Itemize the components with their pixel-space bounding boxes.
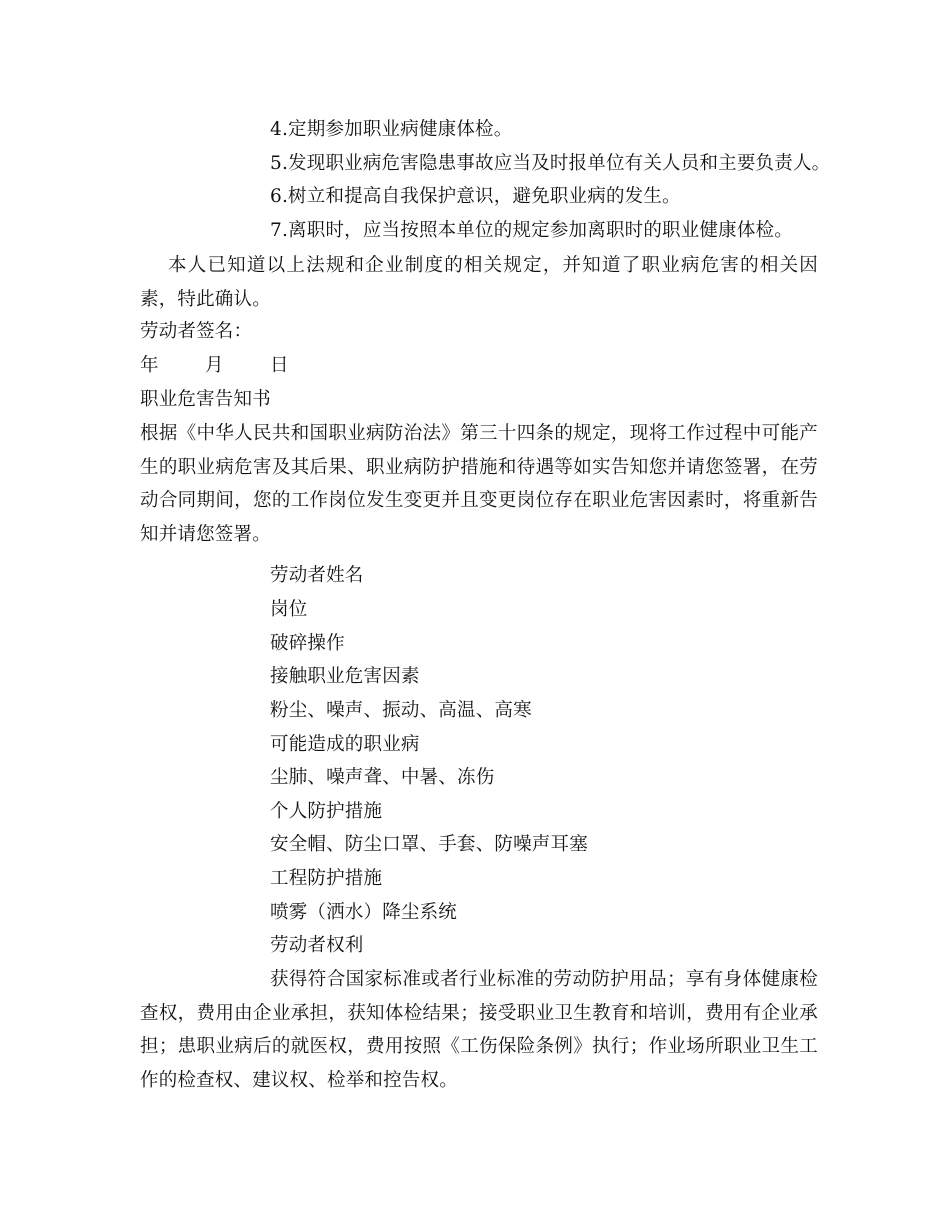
field-personal-protection: 个人防护措施 bbox=[270, 801, 383, 822]
notice-body: 根据《中华人民共和国职业病防治法》第三十四条的规定，现将工作过程中可能产生的职业病危害及其后果、职业病防护措施和待遇等如实告知您并请您签署，在劳动合同期间，您的工作岗位发生变更并且变更岗位存在职业危害因素时，将重新告知并请您签署。 bbox=[140, 423, 818, 545]
worker-rights-paragraph: 获得符合国家标准或者行业标准的劳动防护用品；享有身体健康检查权，费用由企业承担，获知体检结果；接受职业卫生教育和培训，费用有企业承担；患职业病后的就医权，费用按照《工伤保险条例》执行；作业场所职业卫生工作的检查权、建议权、检举和控告权。 bbox=[140, 969, 818, 1091]
field-hazard-factors: 接触职业危害因素 bbox=[270, 666, 420, 687]
field-occupational-disease: 可能造成的职业病 bbox=[270, 734, 420, 755]
notice-title: 职业危害告知书 bbox=[140, 389, 271, 410]
list-item-7: 7.离职时，应当按照本单位的规定参加离职时的职业健康体检。 bbox=[270, 220, 793, 241]
signature-label: 劳动者签名： bbox=[140, 321, 253, 342]
field-hazard-factors-value: 粉尘、噪声、振动、高温、高寒 bbox=[270, 700, 532, 721]
field-worker-rights: 劳动者权利 bbox=[270, 935, 364, 956]
date-year-label: 年 bbox=[140, 355, 159, 376]
confirmation-paragraph: 本人已知道以上法规和企业制度的相关规定，并知道了职业病危害的相关因素，特此确认。 bbox=[140, 255, 818, 310]
date-day-label: 日 bbox=[270, 355, 289, 376]
list-item-4: 4.定期参加职业病健康体检。 bbox=[270, 119, 513, 140]
field-engineering-protection-value: 喷雾（洒水）降尘系统 bbox=[270, 902, 458, 923]
field-position: 岗位 bbox=[270, 599, 308, 620]
field-engineering-protection: 工程防护措施 bbox=[270, 868, 383, 889]
list-item-6: 6.树立和提高自我保护意识，避免职业病的发生。 bbox=[270, 186, 681, 207]
list-item-5: 5.发现职业病危害隐患事故应当及时报单位有关人员和主要负责人。 bbox=[270, 153, 831, 174]
date-month-label: 月 bbox=[205, 355, 224, 376]
field-personal-protection-value: 安全帽、防尘口罩、手套、防噪声耳塞 bbox=[270, 834, 588, 855]
field-occupational-disease-value: 尘肺、噪声聋、中暑、冻伤 bbox=[270, 767, 495, 788]
field-position-value: 破碎操作 bbox=[270, 633, 345, 654]
field-worker-name: 劳动者姓名 bbox=[270, 565, 364, 586]
